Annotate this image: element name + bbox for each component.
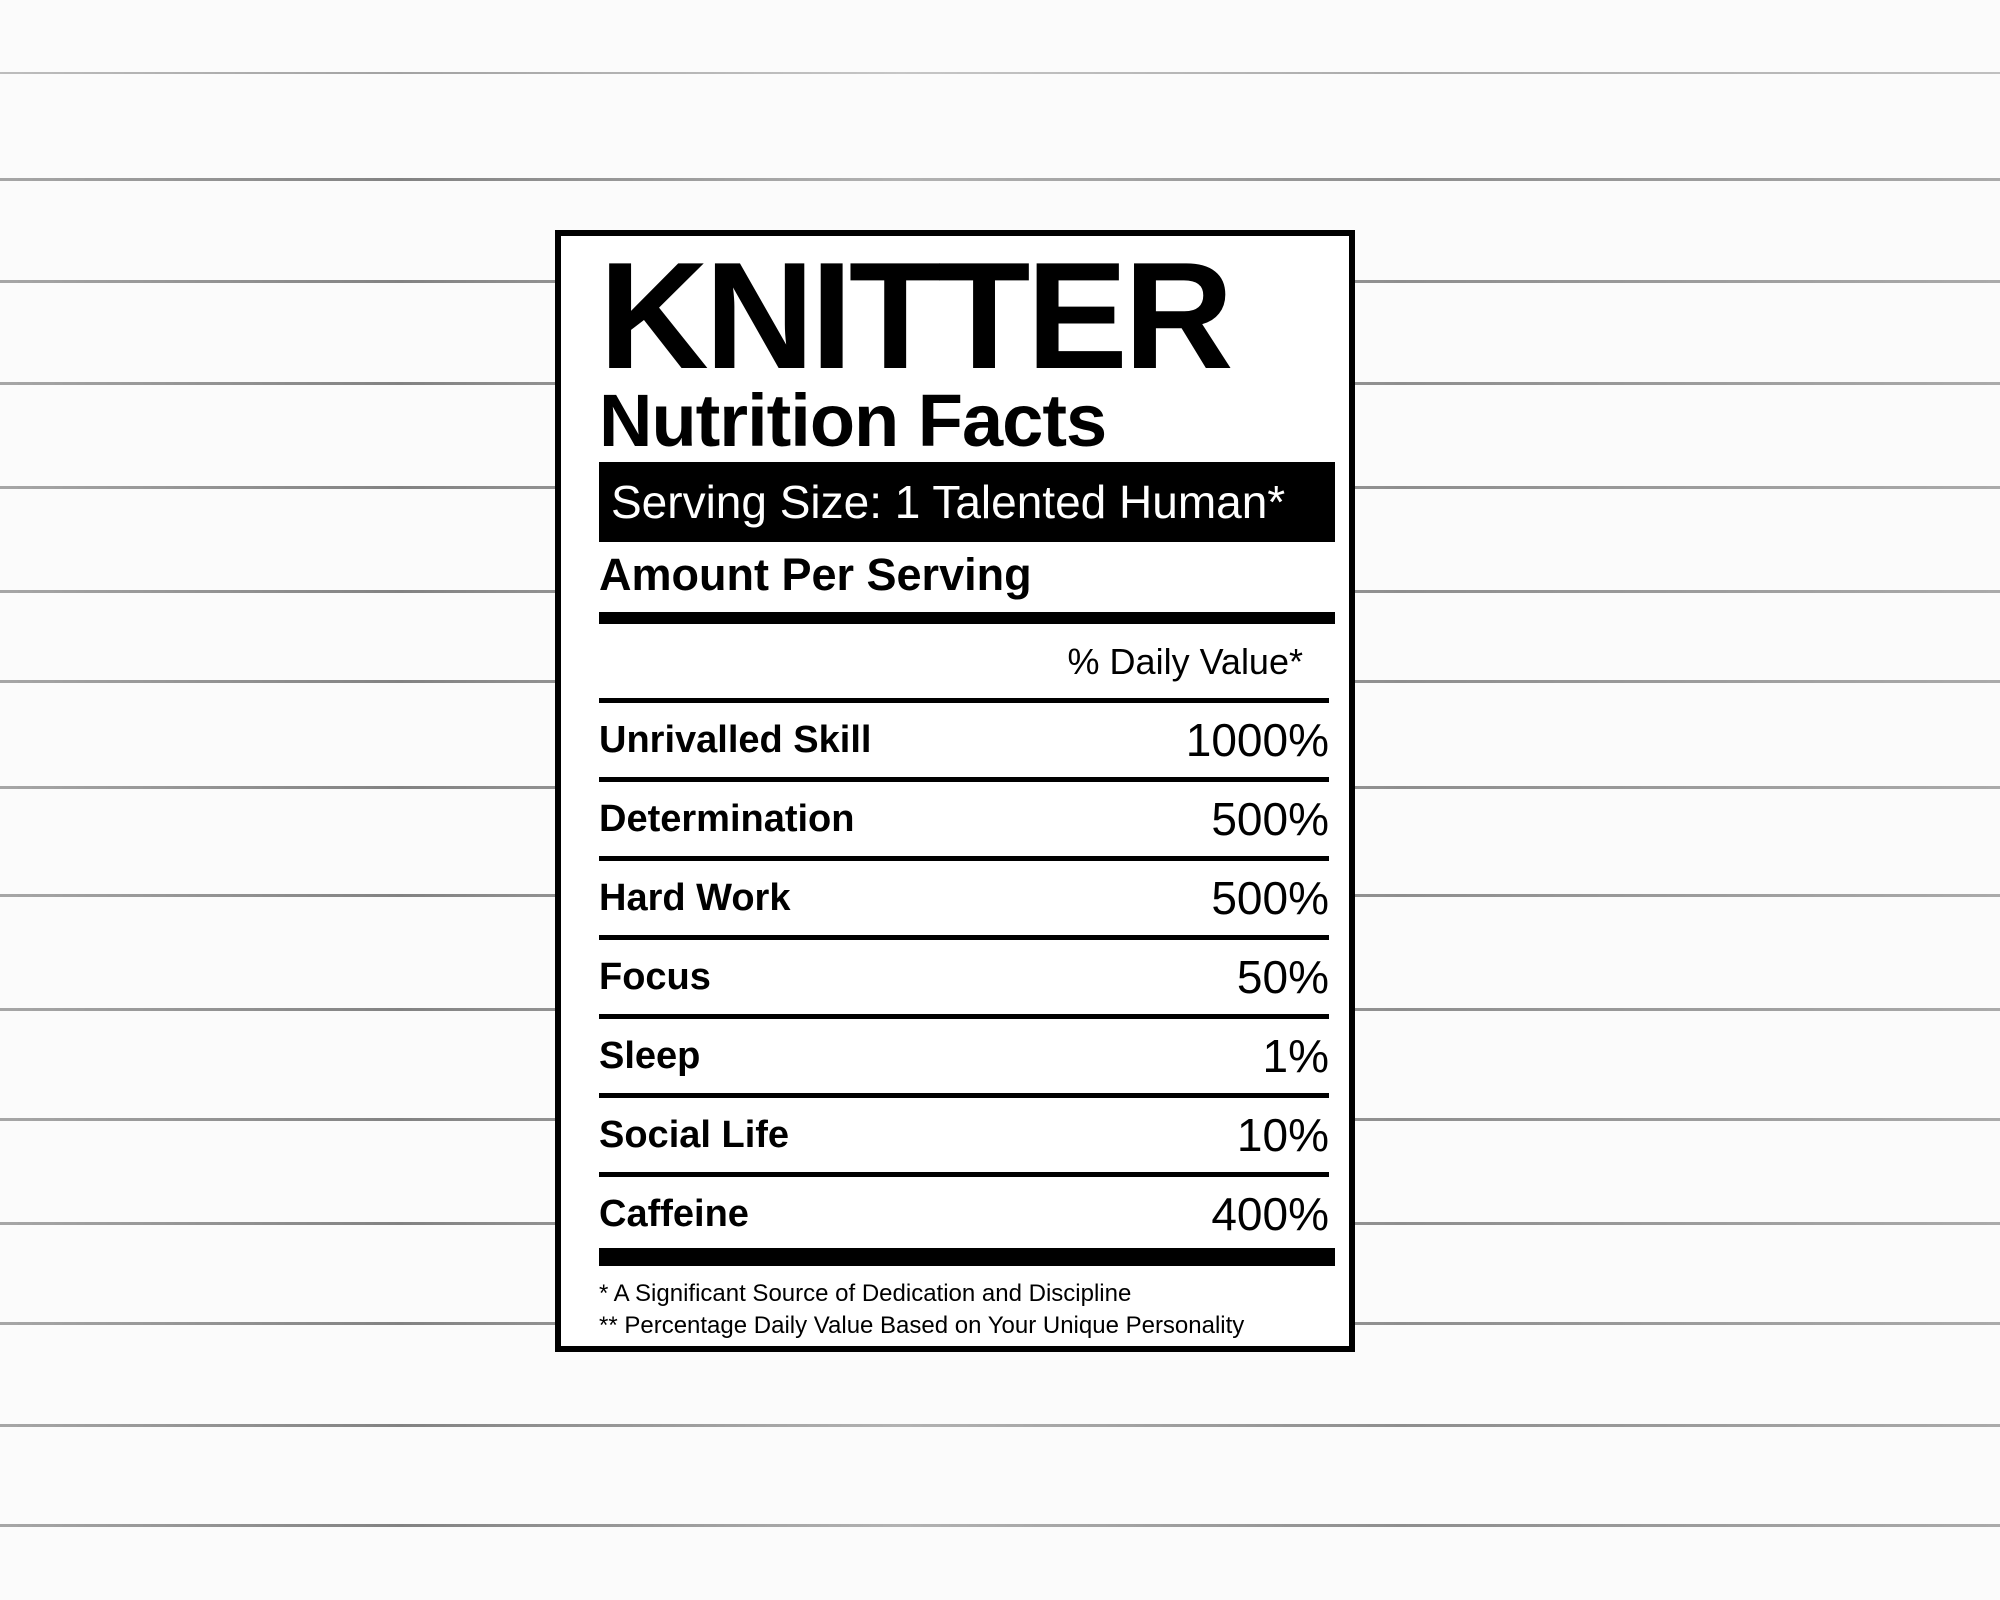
label-subtitle: Nutrition Facts	[599, 379, 1107, 462]
nutrition-label	[555, 230, 1355, 1352]
label-title: KNITTER	[599, 231, 1230, 401]
nutrient-value: 400%	[1211, 1188, 1329, 1240]
serving-size-text: Serving Size: 1 Talented Human*	[611, 476, 1286, 528]
nutrient-name: Unrivalled Skill	[599, 719, 872, 761]
nutrient-row	[599, 698, 1329, 777]
nutrient-name: Social Life	[599, 1114, 790, 1156]
plank-seam	[0, 1424, 2000, 1427]
serving-size-bar	[599, 462, 1335, 542]
thick-divider	[599, 1248, 1335, 1266]
nutrient-list	[599, 698, 1329, 1251]
footnotes	[599, 1278, 1244, 1342]
thick-divider	[599, 612, 1335, 624]
nutrient-name: Caffeine	[599, 1193, 749, 1235]
nutrient-name: Determination	[599, 798, 855, 840]
nutrient-name: Sleep	[599, 1035, 701, 1077]
nutrient-name: Hard Work	[599, 877, 791, 919]
nutrient-value: 500%	[1211, 872, 1329, 924]
plank-seam	[0, 178, 2000, 181]
nutrient-row	[599, 1172, 1329, 1251]
footnote: ** Percentage Daily Value Based on Your Unique Personality	[599, 1312, 1245, 1339]
nutrient-value: 50%	[1236, 951, 1329, 1003]
footnote: * A Significant Source of Dedication and Discipline	[599, 1280, 1132, 1307]
plank-seam	[0, 72, 2000, 74]
plank-seam	[0, 1524, 2000, 1527]
amount-per-serving-heading: Amount Per Serving	[599, 549, 1032, 600]
nutrient-value: 1000%	[1185, 714, 1329, 766]
nutrient-value: 10%	[1236, 1109, 1329, 1161]
nutrient-row	[599, 935, 1329, 1014]
nutrient-row	[599, 777, 1329, 856]
nutrient-row	[599, 856, 1329, 935]
nutrient-row	[599, 1093, 1329, 1172]
nutrient-row	[599, 1014, 1329, 1093]
daily-value-header: % Daily Value*	[1067, 641, 1303, 682]
nutrient-value: 1%	[1262, 1030, 1329, 1082]
nutrient-value: 500%	[1211, 793, 1329, 845]
nutrient-name: Focus	[599, 956, 711, 998]
